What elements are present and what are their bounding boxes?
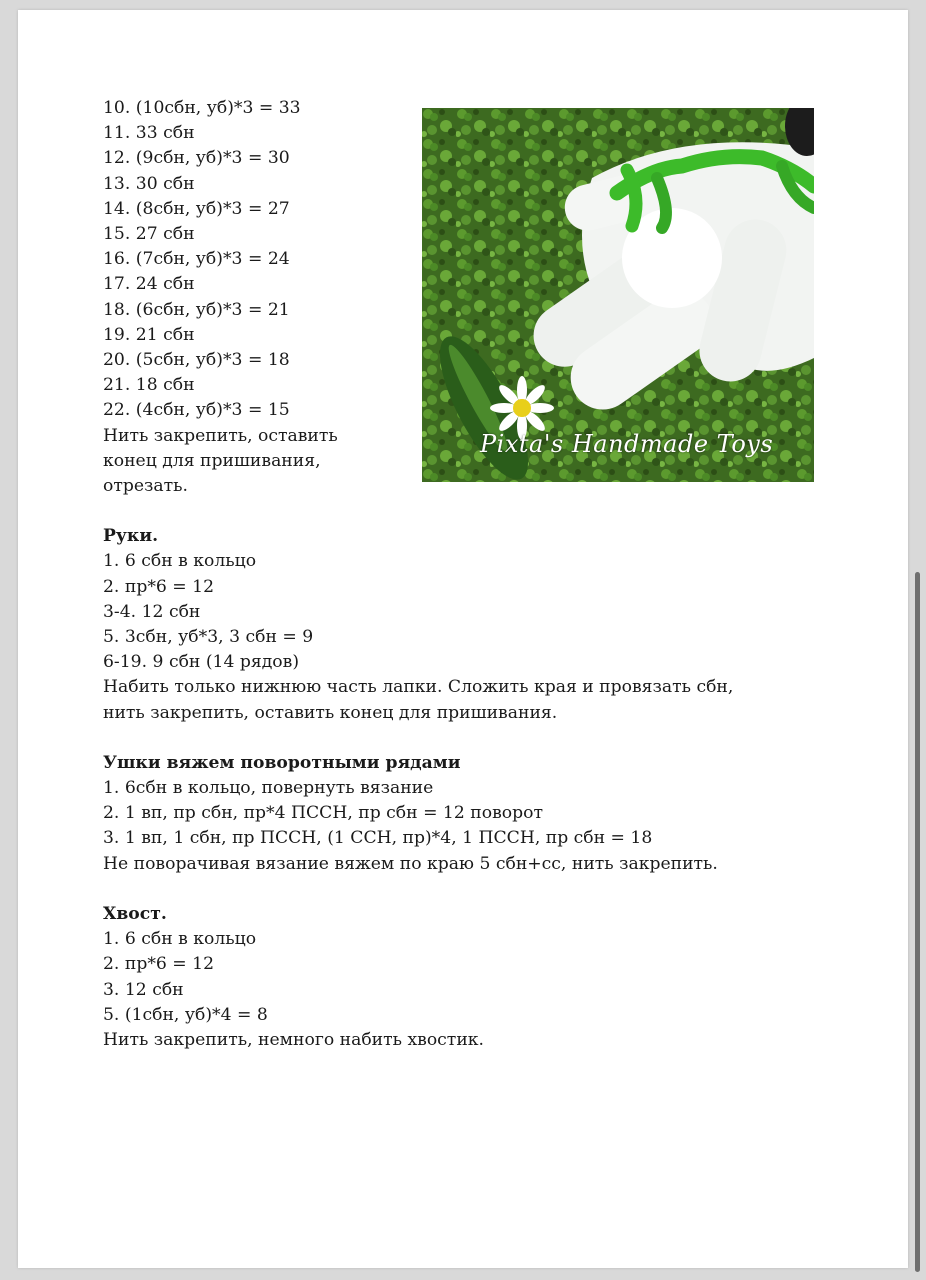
instruction-text: Нить закрепить, оставить [103, 425, 338, 446]
pattern-row: 16. (7сбн, уб)*3 = 24 [103, 249, 290, 270]
instruction-text: отрезать. [103, 476, 188, 497]
pattern-row: 18. (6сбн, уб)*3 = 21 [103, 299, 290, 320]
pattern-row: 15. 27 сбн [103, 224, 195, 245]
pattern-row: 22. (4сбн, уб)*3 = 15 [103, 400, 290, 421]
pattern-row: 2. 1 вп, пр сбн, пр*4 ПССН, пр сбн = 12 поворот [103, 803, 543, 824]
toy-photo [422, 108, 814, 482]
pattern-row: 1. 6сбн в кольцо, повернуть вязание [103, 778, 434, 799]
tail-heading: Хвост. [103, 903, 167, 924]
document-page [18, 10, 908, 1268]
pattern-row: 14. (8сбн, уб)*3 = 27 [103, 198, 290, 219]
arms-heading: Руки. [103, 526, 159, 547]
pattern-row: 19. 21 сбн [103, 324, 195, 345]
scrollbar[interactable] [915, 572, 920, 1272]
ears-heading: Ушки вяжем поворотными рядами [103, 752, 461, 773]
instruction-text: Не поворачивая вязание вяжем по краю 5 сбн+сс, нить закрепить. [103, 853, 718, 874]
instruction-text: нить закрепить, оставить конец для пришивания. [103, 702, 558, 723]
instruction-text: Набить только нижнюю часть лапки. Сложить края и провязать сбн, [103, 677, 734, 698]
pattern-row: 2. пр*6 = 12 [103, 576, 215, 597]
pattern-row: 21. 18 сбн [103, 375, 195, 396]
photo-watermark: Pixta's Handmade Toys [480, 430, 774, 458]
pattern-row: 11. 33 сбн [103, 123, 195, 144]
pattern-row: 1. 6 сбн в кольцо [103, 551, 257, 572]
pattern-row: 2. пр*6 = 12 [103, 954, 215, 975]
pattern-row: 12. (9сбн, уб)*3 = 30 [103, 148, 290, 169]
instruction-text: Нить закрепить, немного набить хвостик. [103, 1029, 484, 1050]
pattern-row: 5. (1сбн, уб)*4 = 8 [103, 1004, 268, 1025]
pattern-row: 3. 12 сбн [103, 979, 184, 1000]
pattern-row: 1. 6 сбн в кольцо [103, 929, 257, 950]
instruction-text: конец для пришивания, [103, 450, 321, 471]
pattern-row: 13. 30 сбн [103, 173, 195, 194]
toy-photo-illustration [422, 108, 814, 482]
pattern-row: 17. 24 сбн [103, 274, 195, 295]
pattern-row: 10. (10сбн, уб)*3 = 33 [103, 98, 301, 118]
pattern-row: 3-4. 12 сбн [103, 601, 201, 622]
pattern-row: 20. (5сбн, уб)*3 = 18 [103, 350, 290, 371]
pattern-row: 5. 3сбн, уб*3, 3 сбн = 9 [103, 627, 314, 648]
pattern-row: 3. 1 вп, 1 сбн, пр ПССН, (1 ССН, пр)*4, 1 ПССН, пр сбн = 18 [103, 828, 653, 849]
pattern-row: 6-19. 9 сбн (14 рядов) [103, 652, 300, 673]
